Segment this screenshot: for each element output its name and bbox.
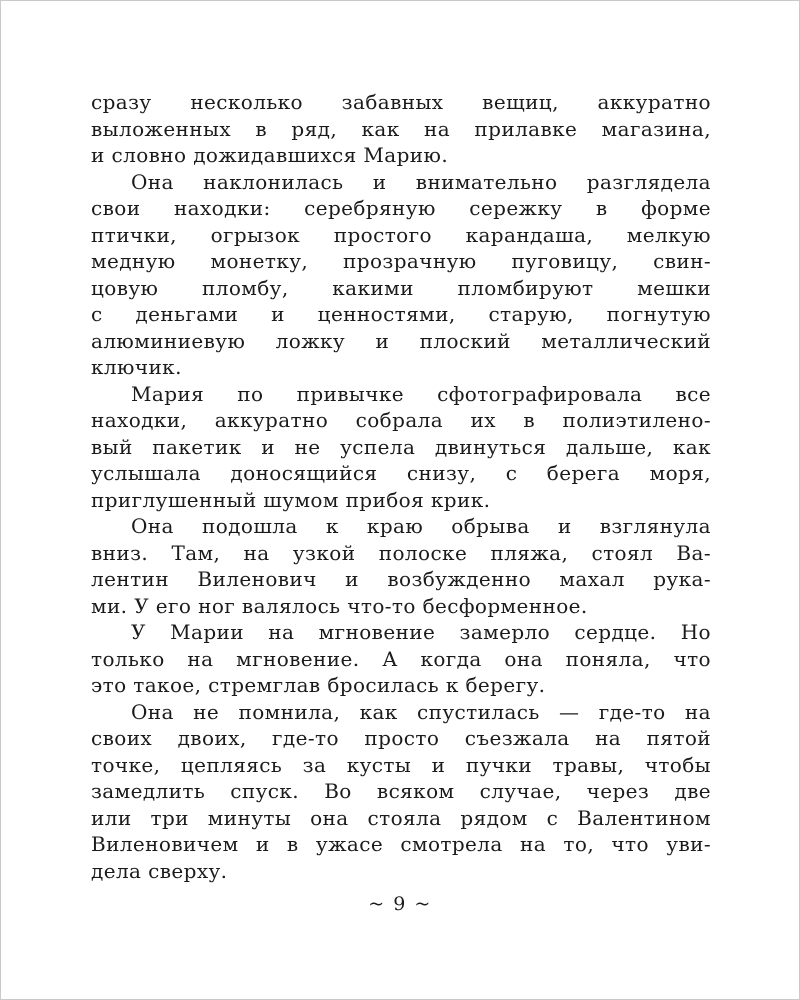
text-line: точке, цепляясь за кусты и пучки травы, чтобы — [91, 752, 711, 777]
paragraph — [91, 699, 711, 885]
text-line: приглушенный шумом прибоя крик. — [91, 487, 491, 512]
text-line: ключик. — [91, 355, 182, 379]
text-line: У Марии на мгновение замерло сердце. Но — [131, 620, 711, 644]
text-line: вый пакетик и не успела двинуться дальше, как — [91, 434, 711, 459]
text-line: Она подошла к краю обрыва и взглянула — [131, 514, 711, 538]
text-line: сразу несколько забавных вещиц, аккуратно — [91, 90, 711, 114]
paragraph — [91, 513, 711, 619]
page-number: ~ 9 ~ — [368, 893, 432, 915]
text-line: Она наклонилась и внимательно разглядела — [131, 169, 711, 194]
text-line: только на мгновение. А когда она поняла, что — [91, 646, 711, 671]
text-line: услышала доносящийся снизу, с берега моря, — [91, 461, 711, 485]
text-line: Мария по привычке сфотографировала все — [131, 381, 711, 406]
text-line: это такое, стремглав бросилась к берегу. — [91, 673, 546, 697]
text-line: Виленовичем и в ужасе смотрела на то, что уви- — [91, 832, 711, 856]
paragraph — [91, 89, 711, 169]
paragraph — [91, 169, 711, 381]
text-line: вниз. Там, на узкой полоске пляжа, стоял Ва- — [91, 540, 711, 565]
text-line: и словно дожидавшихся Марию. — [91, 143, 449, 167]
text-line: медную монетку, прозрачную пуговицу, свин- — [91, 249, 711, 273]
paragraph — [91, 619, 711, 699]
text-line: ми. У его ног валялось что-то бесформенное. — [91, 593, 588, 618]
text-line: свои находки: серебряную сережку в форме — [91, 196, 711, 220]
text-line: своих двоих, где-то просто съезжала на пятой — [91, 726, 711, 750]
page-text — [91, 89, 711, 884]
text-line: Она не помнила, как спустилась — где-то на — [131, 699, 711, 724]
text-line: лентин Виленович и возбужденно махал рука- — [91, 567, 711, 591]
text-line: птички, огрызок простого карандаша, мелкую — [91, 222, 711, 247]
text-line: алюминиевую ложку и плоский металлический — [91, 328, 711, 353]
text-line: цовую пломбу, какими пломбируют мешки — [91, 275, 711, 300]
text-line: дела сверху. — [91, 858, 228, 883]
text-line: замедлить спуск. Во всяком случае, через две — [91, 779, 711, 803]
text-line: с деньгами и ценностями, старую, погнутую — [91, 302, 711, 326]
paragraph — [91, 381, 711, 514]
text-line: или три минуты она стояла рядом с Валентином — [91, 805, 711, 830]
text-line: выложенных в ряд, как на прилавке магазина, — [91, 116, 711, 141]
text-line: находки, аккуратно собрала их в полиэтилено- — [91, 408, 711, 432]
